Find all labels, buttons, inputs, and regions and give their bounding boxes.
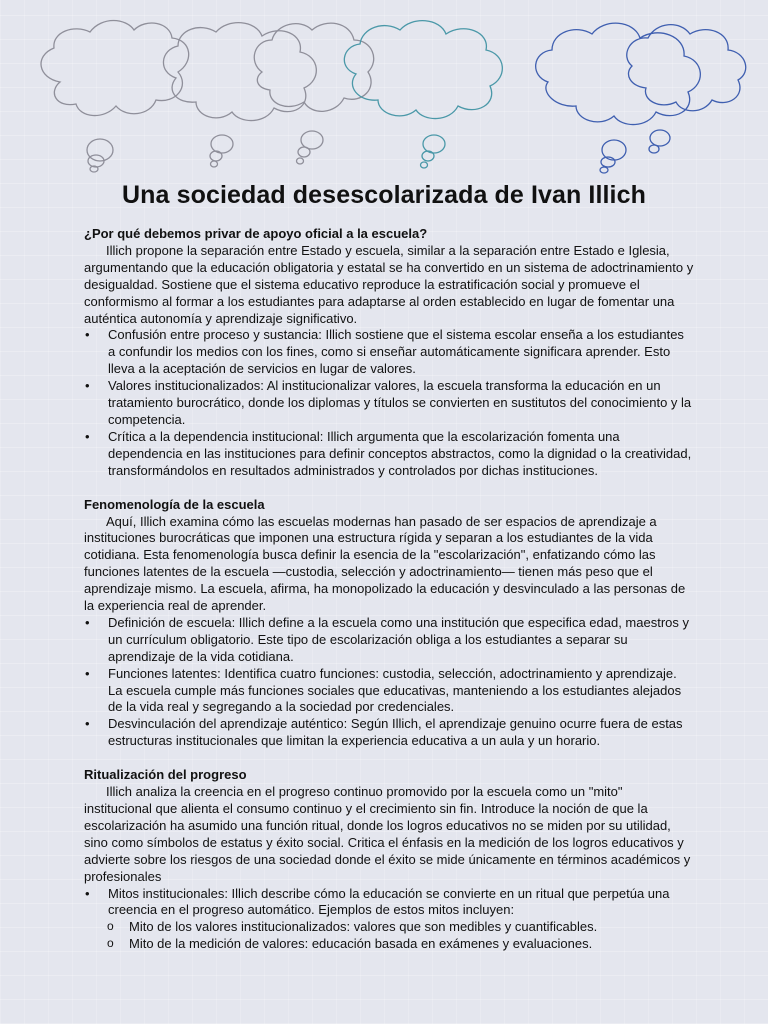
bullet-item: • Definición de escuela: Illich define a la escuela como una institución que especifica edad, maestros y un currículum obligatorio. Este tipo de escolarización obliga a los estudiantes a separar su aprendizaje de la vida cotidiana.: [84, 615, 694, 666]
section-paragraph: Illich propone la separación entre Estado y escuela, similar a la separación entre Estado e Iglesia, argumentando que la educación obligatoria y estatal se ha convertido en un sistema de adoctrinamiento y desigualdad. Sostiene que el sistema educativo reproduce la estratificación social y promueve el conformismo al formar a los estudiantes para adaptarse al orden establecido en lugar de fomentar una auténtica autonomía y aprendizaje significativo.: [84, 242, 694, 326]
sub-bullet-list: [84, 919, 694, 953]
section-paragraph: Illich analiza la creencia en el progreso continuo promovido por la escuela como un "mito" institucional que alienta el consumo continuo y el crecimiento sin fin. Introduce la noción de que la escolarización ha asumido una función ritual, donde los logros educativos no se miden por su utilidad, sino como símbolos de estatus y éxito social. Critica el énfasis en la medición de los logros educativos y advierte sobre los riesgos de una sociedad donde el éxito se mide únicamente en términos académicos y profesionales: [84, 784, 691, 884]
bullet-list: [84, 615, 694, 750]
section-paragraph: Aquí, Illich examina cómo las escuelas modernas han pasado de ser espacios de aprendizaje a instituciones burocráticas que imponen una estructura rígida y separan a los estudiantes de la vida cotidiana. Esta fenomenología busca definir la esencia de la "escolarización", enfatizando cómo las funciones latentes de la escuela —custodia, selección y adoctrinamiento— tienen más peso que el aprendizaje mismo. La escuela, afirma, ha monopolizado la educación y desvinculado a las personas de la experiencia real de aprender.: [84, 513, 686, 614]
bullet-text: Mitos institucionales: Illich describe cómo la educación se convierte en un ritual que perpetúa una creencia en el progreso automático. Ejemplos de estos mitos incluyen:: [108, 885, 670, 918]
thought-bubbles-decoration: [0, 0, 768, 180]
bullet-item: [84, 886, 694, 920]
thought-cloud: [254, 23, 373, 111]
bullet-list: [84, 327, 694, 479]
thought-cloud: [41, 21, 189, 116]
section-fenomenologia: [84, 497, 694, 751]
document-title: Una sociedad desescolarizada de Ivan Illich: [122, 181, 646, 209]
sub-bullet-item: o Mito de la medición de valores: educación basada en exámenes y evaluaciones.: [84, 936, 694, 953]
section-ritualizacion: [84, 767, 694, 953]
thought-cloud: [344, 21, 502, 119]
section-por-que: [84, 226, 694, 480]
sub-bullet-item: o Mito de los valores institucionalizados: valores que son medibles y cuantificables.: [84, 919, 694, 936]
bullet-item: • Confusión entre proceso y sustancia: Illich sostiene que el sistema escolar enseña a los estudiantes a confundir los medios con los fines, como si enseñar automáticamente significara aprender. Esto lleva a la aceptación de servicios en lugar de valores.: [84, 327, 694, 378]
bullet-list: [84, 886, 694, 920]
document-body: [84, 226, 694, 953]
thought-cloud-dot: [87, 139, 113, 161]
thought-cloud: [627, 25, 746, 111]
section-heading: ¿Por qué debemos privar de apoyo oficial a la escuela?: [84, 226, 428, 241]
thought-cloud: [536, 23, 701, 124]
bullet-item: • Valores institucionalizados: Al institucionalizar valores, la escuela transforma la educación en un tratamiento burocrático, donde los diplomas y títulos se convierten en sustitutos del conocimiento y la competencia.: [84, 378, 694, 429]
bullet-item: • Desvinculación del aprendizaje auténtico: Según Illich, el aprendizaje genuino ocurre fuera de estas estructuras institucionales que limitan la experiencia educativa a un aula y un horario.: [84, 716, 694, 750]
section-heading: Ritualización del progreso: [84, 767, 247, 783]
bullet-item: • Funciones latentes: Identifica cuatro funciones: custodia, selección, adoctrinamiento y aprendizaje. La escuela cumple más funciones sociales que educativas, manteniendo a los estudiantes alejados de la vida real y segregando a la sociedad por credenciales.: [84, 666, 694, 717]
section-heading: Fenomenología de la escuela: [84, 496, 265, 512]
bullet-item: • Crítica a la dependencia institucional: Illich argumenta que la escolarización fomenta una dependencia en las instituciones para definir conceptos abstractos, como la dignidad o la creatividad, transformándolos en resultados administrados y controlados por dichas instituciones.: [84, 429, 694, 480]
